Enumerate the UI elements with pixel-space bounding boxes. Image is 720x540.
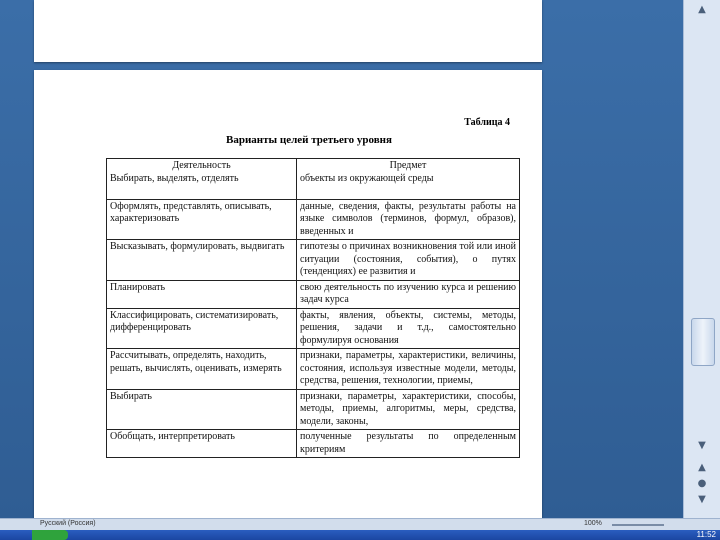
header-subject: Предмет — [389, 160, 427, 171]
vertical-scrollbar[interactable] — [683, 0, 720, 518]
language-indicator[interactable]: Русский (Россия) — [40, 520, 96, 527]
cell-subject: гипотезы о причинах возникновения той или иной ситуации (состояния, события), о путях (тенденциях) ее развития и — [297, 240, 520, 281]
next-page-icon[interactable]: ▼ — [698, 494, 706, 505]
goals-table — [106, 158, 520, 458]
cell-activity: Обобщать, интерпретировать — [107, 430, 297, 458]
taskbar — [0, 530, 720, 540]
table-row — [107, 349, 520, 390]
previous-page — [34, 0, 542, 62]
cell-subject: признаки, параметры, характеристики, величины, состояния, используя известные модели, методы, средства, решения, технологии, приемы, — [297, 349, 520, 390]
table-row — [107, 280, 520, 308]
table-header-row — [107, 159, 520, 200]
zoom-level[interactable]: 100% — [584, 520, 602, 527]
select-browse-icon[interactable]: ● — [697, 478, 707, 489]
previous-page-icon[interactable]: ▲ — [698, 462, 706, 473]
start-button[interactable] — [32, 530, 68, 540]
table-row — [107, 430, 520, 458]
scroll-down-icon[interactable]: ▼ — [698, 440, 706, 451]
cell-activity: Выбирать, выделять, отделять — [110, 172, 239, 184]
cell-activity: Выбирать — [107, 389, 297, 430]
scroll-up-icon[interactable]: ▲ — [698, 4, 706, 15]
taskbar-clock: 11:52 — [696, 530, 716, 539]
cell-subject: полученные результаты по определенным критериям — [297, 430, 520, 458]
table-row — [107, 389, 520, 430]
cell-subject: признаки, параметры, характеристики, способы, методы, приемы, алгоритмы, меры, средства, модели, законы, — [297, 389, 520, 430]
cell-activity: Оформлять, представлять, описывать, характеризовать — [107, 199, 297, 240]
cell-activity: Планировать — [107, 280, 297, 308]
scroll-thumb[interactable] — [691, 318, 715, 366]
zoom-slider[interactable] — [612, 524, 664, 526]
cell-subject: свою деятельность по изучению курса и решению задач курса — [297, 280, 520, 308]
table-row — [107, 240, 520, 281]
table-number: Таблица 4 — [464, 117, 510, 128]
cell-subject: данные, сведения, факты, результаты работы на языке символов (терминов, формул, образов), введенных и — [297, 199, 520, 240]
header-activity: Деятельность — [172, 160, 231, 171]
cell-subject: факты, явления, объекты, системы, методы, решения, задачи и т.д., самостоятельно формулируя основания — [297, 308, 520, 349]
document-page[interactable] — [34, 70, 542, 520]
table-row — [107, 199, 520, 240]
cell-subject: объекты из окружающей среды — [300, 172, 434, 184]
cell-activity: Классифицировать, систематизировать, дифференцировать — [107, 308, 297, 349]
cell-activity: Высказывать, формулировать, выдвигать — [107, 240, 297, 281]
table-title: Варианты целей третьего уровня — [226, 134, 392, 146]
table-row — [107, 308, 520, 349]
cell-activity: Рассчитывать, определять, находить, решать, вычислять, оценивать, измерять — [107, 349, 297, 390]
